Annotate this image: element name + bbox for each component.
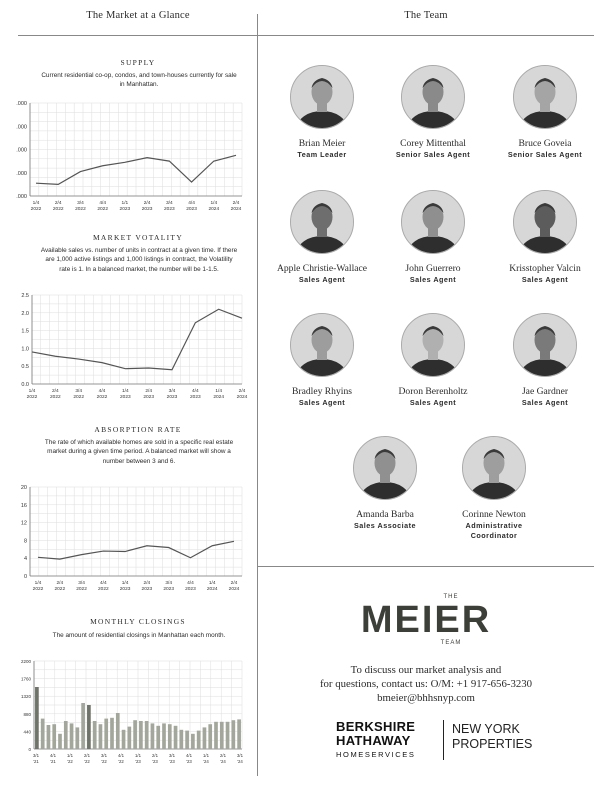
avatar [513,313,577,377]
team-member [373,313,493,408]
x-tick-label: 3/1 [169,753,175,758]
y-tick-label: .000 [16,170,27,177]
avatar [290,313,354,377]
bar [203,727,207,749]
member-role: Sales Agent [521,398,569,407]
x-tick-label: 4/4 [187,581,194,586]
avatar [290,65,354,129]
team-member [373,190,493,285]
x-tick-label: 2022 [97,587,109,592]
x-tick-label: '23 [186,759,192,764]
x-tick-label: 3/1 [33,753,39,758]
bar [208,724,212,749]
x-tick-label: 3/4 [78,581,85,586]
team-member [373,65,493,160]
person-photo-icon [514,66,576,128]
x-tick-label: 3/4 [165,201,173,206]
x-tick-label: 2024 [213,395,225,400]
y-tick-label: .000 [16,124,27,131]
member-role: Sales Associate [354,521,416,530]
y-tick-label: 16 [20,502,27,509]
contact-line-2: for questions, contact us: O/M: +1 917-656-3230 [319,677,533,690]
x-tick-label: 4/4 [98,389,106,394]
x-tick-label: 2022 [32,587,44,592]
brand-divider [443,720,444,760]
x-tick-label: '23 [135,759,141,764]
avatar [462,436,526,500]
x-tick-label: 2/4 [232,201,240,206]
team-member [485,190,605,285]
x-tick-label: '23 [169,759,175,764]
avatar [401,190,465,254]
member-role: Senior Sales Agent [507,150,583,159]
bar [174,726,178,749]
x-tick-label: 4/1 [186,753,192,758]
x-tick-label: 2/4 [238,389,246,394]
member-name: Amanda Barba [356,509,414,520]
x-tick-label: 2024 [206,587,218,592]
member-name: Bruce Goveia [518,138,572,149]
volatility-chart [12,288,252,400]
bar [75,727,79,749]
bar [133,720,137,749]
y-tick-label: 1.5 [21,328,29,335]
x-tick-label: 1/4 [121,581,129,586]
x-tick-label: 4/4 [188,201,195,206]
x-tick-label: 1/4 [32,201,40,206]
x-tick-label: 1/4 [34,581,42,586]
person-photo-icon [402,191,464,253]
y-tick-label: .000 [16,101,27,107]
x-tick-label: '21 [50,759,56,764]
x-tick-label: 4/4 [99,581,107,586]
berkshire-hathaway-logo [336,720,436,759]
x-tick-label: 2023 [119,395,131,400]
x-tick-label: 2/4 [145,389,153,394]
team-member [262,190,382,285]
x-tick-label: 2023 [189,395,201,400]
absorption-description: The rate of which available homes are sold in a specific real estate market during a given time period. A balanced market will show a number between 3 and 6. [44,439,234,465]
y-tick-label: 2200 [20,659,31,664]
x-tick-label: '22 [101,759,107,764]
x-tick-label: 2023 [186,207,197,210]
bar [64,721,68,749]
x-tick-label: 1/4 [208,581,216,586]
x-tick-label: '21 [33,759,39,764]
brand-right-2: PROPERTIES [452,737,533,751]
x-tick-label: 3/4 [168,389,176,394]
x-tick-label: '23 [152,759,158,764]
avatar [513,190,577,254]
member-name: Corey Mittenthal [400,138,466,149]
x-tick-label: '24 [220,759,226,764]
member-role: Sales Agent [298,275,346,284]
bar [156,726,160,749]
bar [104,719,108,749]
x-tick-label: 2024 [228,587,240,592]
x-tick-label: 4/1 [50,753,56,758]
supply-title: SUPPLY [120,58,156,67]
x-tick-label: 3/1 [237,753,243,758]
bar [87,705,91,749]
x-tick-label: 2022 [30,207,42,210]
team-member [325,436,445,531]
x-tick-label: '24 [237,759,243,764]
team-member [485,313,605,408]
team-header: The Team [404,10,448,21]
closings-chart [12,655,252,769]
volatility-title: MARKET VOTALITY [92,233,184,242]
member-role: Senior Sales Agent [395,150,471,159]
y-tick-label: 0.0 [21,382,29,388]
member-role: Administrative Coordinator [465,521,523,540]
avatar [401,313,465,377]
y-tick-label: 2.5 [21,293,29,299]
bar [179,730,183,749]
brand-line-1: BERKSHIRE [336,719,416,734]
contact-line-1: To discuss our market analysis and [350,664,502,676]
x-tick-label: 1/1 [135,753,141,758]
y-tick-label: 12 [20,520,27,527]
supply-chart [12,95,252,210]
bar [214,722,218,749]
x-tick-label: 1/1 [121,201,129,206]
person-photo-icon [514,191,576,253]
contact-info [258,664,594,705]
avatar [353,436,417,500]
member-name: Doron Berenholtz [398,386,468,397]
bar [191,734,195,749]
bar [197,731,201,749]
x-tick-label: 3/1 [101,753,107,758]
bar [139,721,143,749]
y-tick-label: 440 [23,729,31,735]
y-tick-label: 8 [23,538,27,545]
y-tick-label: 20 [20,485,27,491]
new-york-properties [452,722,532,752]
contact-email[interactable]: bmeier@bhhsnyp.com [377,691,475,704]
member-name: John Guerrero [405,263,461,274]
header-rule [18,35,594,36]
x-tick-label: 2022 [54,587,66,592]
x-tick-label: 1/4 [215,389,223,394]
x-tick-label: 2023 [141,207,153,210]
x-tick-label: 2/1 [84,753,90,758]
bar [151,723,155,749]
person-photo-icon [402,314,464,376]
x-tick-label: 2/1 [220,753,226,758]
person-photo-icon [291,191,353,253]
x-tick-label: 2023 [185,587,196,592]
x-tick-label: 1/4 [121,389,129,394]
market-header: The Market at a Glance [86,10,190,21]
avatar [401,65,465,129]
brand-right-1: NEW YORK [452,722,520,736]
member-name: Bradley Rhyins [292,386,352,397]
logo-name: MEIER [360,599,492,641]
x-tick-label: 2/4 [56,581,64,586]
x-tick-label: 2023 [141,587,153,592]
x-tick-label: 1/4 [210,201,218,206]
bar [58,734,62,749]
x-tick-label: 4/4 [191,389,199,394]
team-member [485,65,605,160]
x-tick-label: 2/1 [152,753,158,758]
x-tick-label: '22 [84,759,90,764]
logo-the: THE [443,594,459,600]
team-member [262,65,382,160]
x-tick-label: '22 [67,759,73,764]
bar [231,720,235,749]
y-tick-label: 1.0 [21,346,29,353]
y-tick-label: 4 [23,556,27,563]
bar [47,725,51,749]
person-photo-icon [463,437,525,499]
team-divider [258,566,594,567]
bar [127,727,131,749]
bar [116,713,120,749]
bar [35,687,39,749]
y-tick-label: 2.0 [21,310,29,317]
logo-team: TEAM [440,640,462,646]
bar [93,721,97,749]
member-name: Krisstopher Valcin [509,263,581,274]
x-tick-label: 2/4 [143,581,151,586]
x-tick-label: 2024 [236,395,248,400]
member-name: Jae Gardner [521,386,569,397]
person-photo-icon [354,437,416,499]
x-tick-label: 2/4 [54,201,62,206]
closings-description: The amount of residential closings in Manhattan each month. [52,632,226,639]
person-photo-icon [514,314,576,376]
supply-description: Current residential co-op, condos, and town-houses currently for sale in Manhattan. [41,72,237,89]
member-role: Team Leader [297,150,347,159]
x-tick-label: 2023 [119,207,131,210]
y-tick-label: .000 [16,194,27,200]
bar [81,703,85,749]
x-tick-label: 2022 [26,395,38,400]
x-tick-label: '24 [203,759,209,764]
y-tick-label: 0 [23,574,27,580]
brand-line-2: HATHAWAY [336,733,411,748]
x-tick-label: 3/4 [165,581,173,586]
x-tick-label: 2023 [166,395,178,400]
x-tick-label: 2022 [52,207,64,210]
x-tick-label: 2024 [230,207,242,210]
absorption-title: ABSORPTION RATE [94,425,182,434]
person-photo-icon [291,314,353,376]
bar [162,723,166,749]
x-tick-label: 1/1 [203,753,209,758]
x-tick-label: 1/4 [28,389,36,394]
y-tick-label: 1760 [20,676,31,682]
bar [99,724,103,749]
avatar [290,190,354,254]
bar [70,723,74,749]
member-name: Corinne Newton [462,509,526,520]
x-tick-label: 2022 [73,395,85,400]
person-photo-icon [291,66,353,128]
bar [226,722,230,749]
x-tick-label: 2023 [119,587,131,592]
member-role: Sales Agent [521,275,569,284]
y-tick-label: 880 [23,711,31,717]
x-tick-label: '22 [118,759,124,764]
x-tick-label: 4/4 [99,201,107,206]
x-tick-label: 2023 [163,587,175,592]
x-tick-label: 3/4 [77,201,84,206]
team-member [434,436,554,540]
x-tick-label: 2022 [97,207,109,210]
bar [185,731,189,749]
y-tick-label: 0.5 [21,364,29,371]
x-tick-label: 1/1 [67,753,73,758]
bar [237,719,241,749]
x-tick-label: 2/4 [51,389,59,394]
x-tick-label: 2022 [96,395,108,400]
member-role: Sales Agent [409,398,457,407]
x-tick-label: 4/1 [118,753,124,758]
absorption-chart [12,481,252,593]
y-tick-label: 0 [28,747,31,752]
x-tick-label: 2022 [75,207,86,210]
y-tick-label: 1320 [20,694,31,700]
x-tick-label: 2/4 [143,201,151,206]
x-tick-label: 2/4 [230,581,238,586]
x-tick-label: 2024 [208,207,220,210]
y-tick-label: .000 [16,147,27,154]
person-photo-icon [402,66,464,128]
meier-team-logo [258,594,594,646]
x-tick-label: 2022 [76,587,87,592]
bar [220,722,224,749]
avatar [513,65,577,129]
column-divider [257,14,258,776]
bar [110,718,114,749]
member-name: Apple Christie-Wallace [276,263,368,274]
team-member [262,313,382,408]
member-role: Sales Agent [298,398,346,407]
bar [168,724,172,749]
bar [41,719,45,749]
x-tick-label: 2023 [143,395,155,400]
x-tick-label: 2023 [163,207,175,210]
bar [145,721,149,749]
bar [122,730,126,749]
member-role: Sales Agent [409,275,457,284]
volatility-description: Available sales vs. number of units in contract at a given time. If there are 1,000 active listings and 1,000 listings in contract, the Volatility rate is 1. In a balanced market, the number will be 1-1.5. [40,247,238,273]
x-tick-label: 2022 [49,395,61,400]
member-name: Brian Meier [298,138,346,149]
bar [52,724,56,749]
closings-title: MONTHLY CLOSINGS [90,617,186,626]
brand-line-3: HOMESERVICES [336,750,416,759]
x-tick-label: 3/4 [75,389,83,394]
